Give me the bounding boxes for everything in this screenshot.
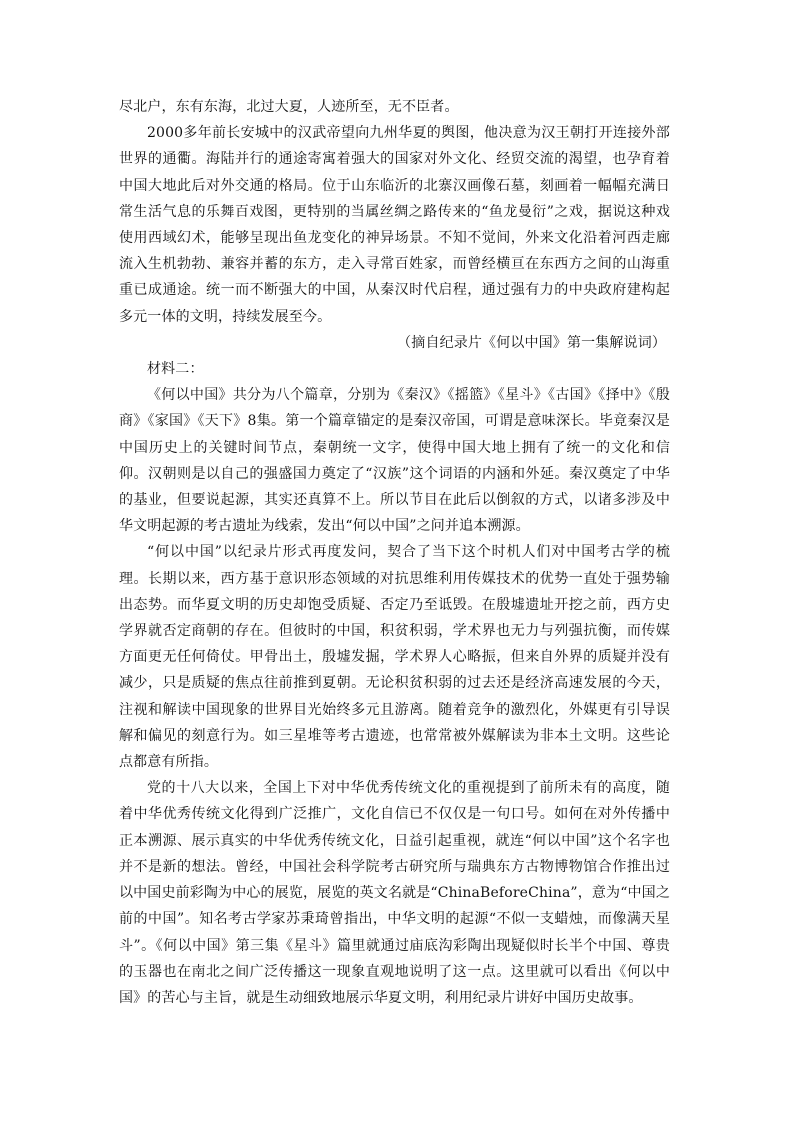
paragraph-han-wudi: 2000多年前长安城中的汉武帝望向九州华夏的舆图，他决意为汉王朝打开连接外部世界的通衢。海陆并行的通途寄寓着强大的国家对外文化、经贸交流的渴望，也孕育着中国大地此后对外交通的格局。位于山东临沂的北寨汉画像石墓，刻画着一幅幅充满日常生活气息的乐舞百戏图，更特别的当属丝绸之路传来的“鱼龙曼衍”之戏，据说这种戏使用西域幻术，能够呈现出鱼龙变化的神异场景。不知不觉间，外来文化沿着河西走廊流入生机勃勃、兼容并蓄的东方，走入寻常百姓家，而曾经横亘在东西方之间的山海重重已成通途。统一而不断强大的中国，从秦汉时代启程，通过强有力的中央政府建构起多元一体的文明，持续发展至今。 (119, 125, 670, 325)
material-two-heading: 材料二： (147, 361, 204, 378)
document-body (119, 94, 670, 1011)
paragraph-archaeology-question: “何以中国”以纪录片形式再度发问，契合了当下这个时机人们对中国考古学的梳理。长期以来，西方基于意识形态领域的对抗思维利用传媒技术的优势一直处于强势输出态势。而华夏文明的历史却饱受质疑、否定乃至诋毁。在殷墟遗址开挖之前，西方史学界就否定商朝的存在。但彼时的中国，积贫积弱，学术界也无力与列强抗衡，而传媒方面更无任何倚仗。甲骨出土，殷墟发掘，学术界人心略振，但来自外界的质疑并没有减少，只是质疑的焦点往前推到夏朝。无论积贫积弱的过去还是经济高速发展的今天，注视和解读中国现象的世界目光始终多元且游离。随着竞争的激烈化，外媒更有引导误解和偏见的刻意行为。如三星堆等考古遗迹，也常常被外媒解读为非本土文明。这些论点都意有所指。 (119, 544, 670, 771)
source-citation: （摘自纪录片《何以中国》第一集解说词） (397, 334, 666, 351)
paragraph-eight-chapters: 《何以中国》共分为八个篇章，分别为《秦汉》《摇篮》《星斗》《古国》《择中》《殷商》《家国》《天下》8集。第一个篇章锚定的是秦汉帝国，可谓是意味深长。毕竟秦汉是中国历史上的关键时间节点，秦朝统一文字，使得中国大地上拥有了统一的文化和信仰。汉朝则是以自己的强盛国力奠定了“汉族”这个词语的内涵和外延。秦汉奠定了中华的基业，但要说起源，其实还真算不上。所以节目在此后以倒叙的方式，以诸多涉及中华文明起源的考古遗址为线索，发出“何以中国”之问并追本溯源。 (119, 387, 670, 535)
paragraph-cultural-confidence: 党的十八大以来，全国上下对中华优秀传统文化的重视提到了前所未有的高度，随着中华优秀传统文化得到广泛推广，文化自信已不仅仅是一句口号。如何在对外传播中正本溯源、展示真实的中华优秀传统文化，日益引起重视，就连“何以中国”这个名字也并不是新的想法。曾经，中国社会科学院考古研究所与瑞典东方古物博物馆合作推出过以中国史前彩陶为中心的展览，展览的英文名就是“ChinaBeforeChina”，意为“中国之前的中国”。知名考古学家苏秉琦曾指出，中华文明的起源“不似一支蜡烛，而像满天星斗”。《何以中国》第三集《星斗》篇里就通过庙底沟彩陶出现疑似时长半个中国、尊贵的玉器也在南北之间广泛传播这一现象直观地说明了这一点。这里就可以看出《何以中国》的苦心与主旨，就是生动细致地展示华夏文明，利用纪录片讲好中国历史故事。 (119, 780, 670, 1006)
paragraph-continuation: 尽北户，东有东海，北过大夏，人迹所至，无不臣者。 (119, 99, 459, 115)
